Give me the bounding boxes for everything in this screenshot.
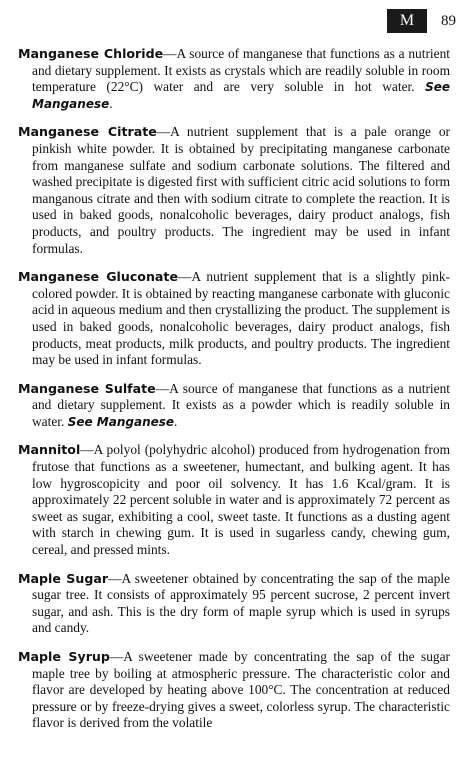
entry-text: A polyol (polyhydric alcohol) produced from hydrogenation from frutose that functions as a sweetener, humectant, and bulking agent. It has low hygroscopicity and poor oil solvency. It has 1.6 Kcal/gram. It is approximately 22 percent soluble in water and is approximately 72 percent as sweet as sugar, exhibiting a cool, sweet taste. It functions as a dusting agent with starch in chewing gum. It is used in sugarless candy, chewing gum, cereal, and pressed mints. <box>32 442 450 558</box>
entry-manganese-citrate: Manganese Citrate—A nutrient supplement that is a pale orange or pinkish white powder. It is obtained by precipitating manganese carbonate from manganese sulfate and sodium carbonate solutions. The filtered and washed precipitate is digested first with sufficient citric acid solutions to form manganous citrate and then with sodium citrate to complete the reaction. It is used in baked goods, nonalcoholic beverages, dairy product analogs, fish products, and poultry products. The ingredient may be used in infant formulas. <box>18 124 450 256</box>
entry-text: A source of manganese that functions as a nutrient and dietary supplement. It exists as crystals which are readily soluble in room temperature (22°C) water and are very soluble in hot water. <box>32 46 450 95</box>
entry-term: Manganese Chloride <box>18 46 164 61</box>
entry-text: A sweetener obtained by concentrating the sap of the maple sugar tree. It consists of approximately 95 percent sucrose, 2 percent invert sugar, and ash. This is the dry form of maple syrup which is used in syrups and candy. <box>32 570 450 636</box>
entry-end: . <box>109 95 113 111</box>
entry-manganese-chloride: Manganese Chloride—A source of manganese that functions as a nutrient and dietary supplement. It exists as crystals which are readily soluble in room temperature (22°C) water and are very soluble in hot water. See Manganese. <box>18 46 450 111</box>
see-reference: See Manganese <box>32 80 450 111</box>
entry-text: A nutrient supplement that is a slightly pink-colored powder. It is obtained by reacting manganese carbonate with gluconic acid in aqueous medium and then crystallizing the product. The supplement is used in baked goods, nonalcoholic beverages, dairy product analogs, fish products, meat products, milk products, and poultry products. The ingredient may be used in infant formulas. <box>32 269 450 368</box>
entry-maple-syrup: Maple Syrup—A sweetener made by concentrating the sap of the sugar maple tree by boiling at atmospheric pressure. The characteristic color and flavor are developed by heating above 100°C. The concentration at reduced pressure or by freeze-drying gives a sweet, colorless syrup. The characteristic flavor is derived from the volatile <box>18 649 450 731</box>
entry-text: A nutrient supplement that is a pale orange or pinkish white powder. It is obtained by precipitating manganese carbonate from manganese sulfate and sodium carbonate solutions. The filtered and washed precipitate is digested first with sufficient citric acid solutions to form manganous citrate and then with sodium citrate to complete the reaction. It is used in baked goods, nonalcoholic beverages, dairy product analogs, fish products, and poultry products. The ingredient may be used in infant formulas. <box>32 124 450 256</box>
page-number: 89 <box>441 12 456 29</box>
section-letter-tab <box>387 9 427 33</box>
entry-term: Manganese Sulfate <box>18 380 156 396</box>
entry-term: Maple Sugar <box>18 570 109 586</box>
see-reference: See Manganese <box>67 414 175 429</box>
page-header <box>387 8 456 34</box>
entry-term: Manganese Citrate <box>18 124 157 140</box>
entry-list <box>18 46 450 744</box>
section-letter: M <box>399 12 415 29</box>
entry-term: Manganese Gluconate <box>18 269 178 285</box>
entry-manganese-gluconate: Manganese Gluconate—A nutrient supplement that is a slightly pink-colored powder. It is obtained by reacting manganese carbonate with gluconic acid in aqueous medium and then crystallizing the product. The supplement is used in baked goods, nonalcoholic beverages, dairy product analogs, fish products, meat products, milk products, and poultry products. The ingredient may be used in infant formulas. <box>18 269 450 368</box>
entry-mannitol: Mannitol—A polyol (polyhydric alcohol) produced from hydrogenation from frutose that functions as a sweetener, humectant, and bulking agent. It has low hygroscopicity and poor oil solvency. It has 1.6 Kcal/gram. It is approximately 22 percent soluble in water and is approximately 72 percent as sweet as sugar, exhibiting a cool, sweet taste. It functions as a dusting agent with starch in chewing gum. It is used in sugarless candy, chewing gum, cereal, and pressed mints. <box>18 442 450 558</box>
entry-end: . <box>174 413 178 429</box>
entry-text: A sweetener made by concentrating the sap of the sugar maple tree by boiling at atmospheric pressure. The characteristic color and flavor are developed by heating above 100°C. The concentration at reduced pressure or by freeze-drying gives a sweet, colorless syrup. The characteristic flavor is derived from the volatile <box>32 649 450 731</box>
entry-text: A source of manganese that functions as a nutrient and dietary supplement. It exists as a powder which is readily soluble in water. <box>32 380 450 429</box>
entry-term: Mannitol <box>18 442 81 458</box>
entry-maple-sugar: Maple Sugar—A sweetener obtained by concentrating the sap of the maple sugar tree. It consists of approximately 95 percent sucrose, 2 percent invert sugar, and ash. This is the dry form of maple syrup which is used in syrups and candy. <box>18 570 450 636</box>
entry-manganese-sulfate: Manganese Sulfate—A source of manganese that functions as a nutrient and dietary supplement. It exists as a powder which is readily soluble in water. See Manganese. <box>18 380 450 429</box>
entry-term: Maple Syrup <box>18 649 110 664</box>
